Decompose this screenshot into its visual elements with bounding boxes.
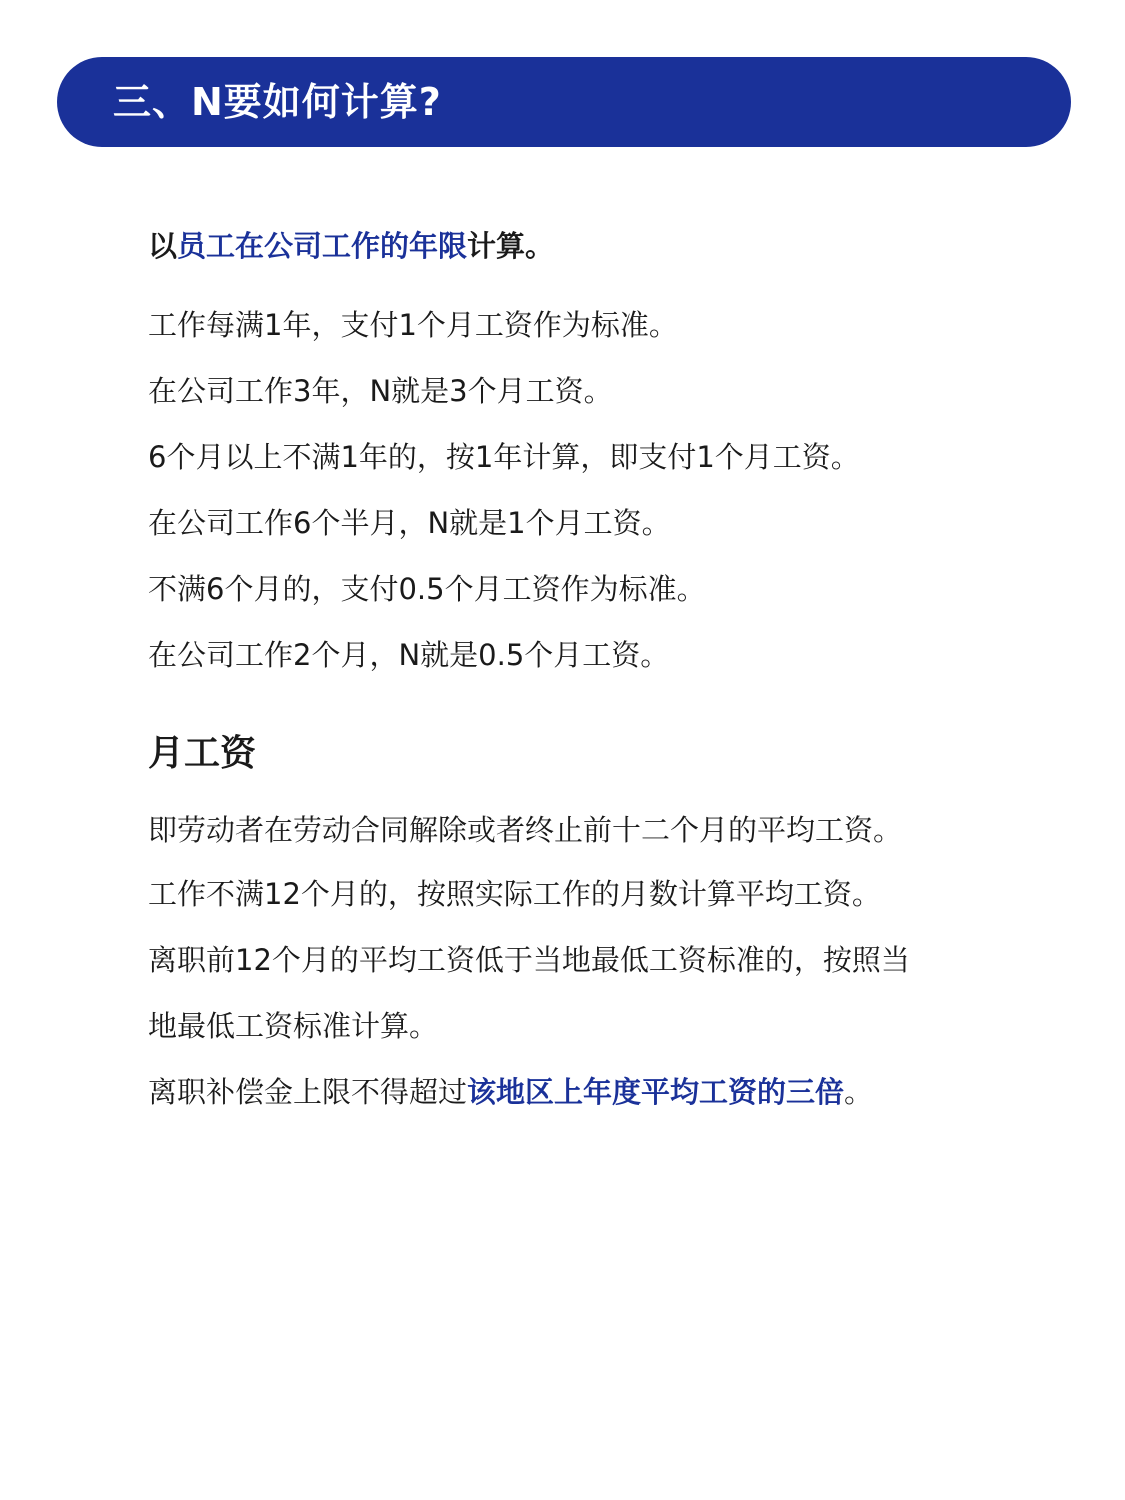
monthly-salary-line: 工作不满12个月的，按照实际工作的月数计算平均工资。 xyxy=(148,877,881,911)
monthly-salary-line: 即劳动者在劳动合同解除或者终止前十二个月的平均工资。 xyxy=(148,813,903,847)
rule-line: 在公司工作2个月，N就是0.5个月工资。 xyxy=(148,638,670,672)
intro-suffix: 计算。 xyxy=(467,229,555,263)
monthly-salary-line: 离职前12个月的平均工资低于当地最低工资标准的，按照当 xyxy=(148,943,910,977)
cap-highlight: 该地区上年度平均工资的三倍 xyxy=(467,1075,845,1109)
compensation-cap-line xyxy=(148,1072,873,1112)
section-header-banner xyxy=(57,57,1071,147)
intro-line xyxy=(148,226,554,266)
rule-line: 不满6个月的，支付0.5个月工资作为标准。 xyxy=(148,572,706,606)
cap-prefix: 离职补偿金上限不得超过 xyxy=(148,1075,468,1109)
intro-prefix: 以 xyxy=(148,229,178,263)
cap-suffix: 。 xyxy=(844,1075,874,1109)
rule-line: 6个月以上不满1年的，按1年计算，即支付1个月工资。 xyxy=(148,440,860,474)
rule-line: 在公司工作3年，N就是3个月工资。 xyxy=(148,374,613,408)
rule-line: 工作每满1年，支付1个月工资作为标准。 xyxy=(148,308,678,342)
monthly-salary-heading: 月工资 xyxy=(148,733,257,774)
intro-highlight: 员工在公司工作的年限 xyxy=(177,229,468,263)
monthly-salary-line: 地最低工资标准计算。 xyxy=(148,1009,439,1043)
rule-line: 在公司工作6个半月，N就是1个月工资。 xyxy=(148,506,671,540)
section-title: 三、N要如何计算? xyxy=(113,80,442,124)
